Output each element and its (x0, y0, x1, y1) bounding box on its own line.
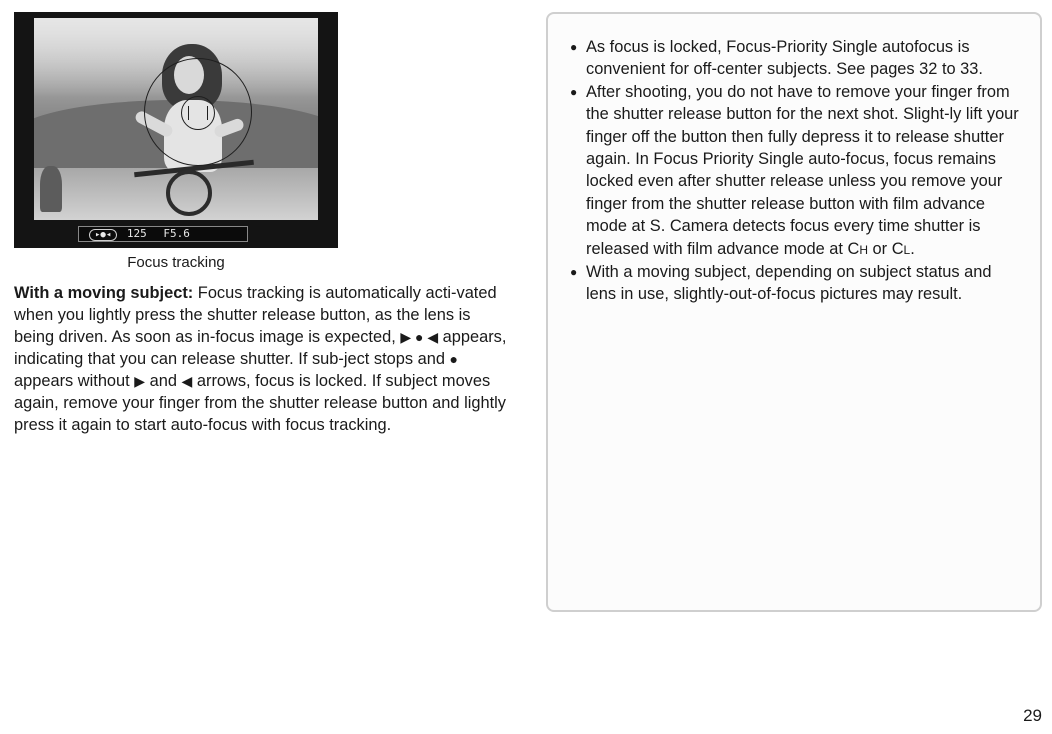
bicycle-wheel (166, 170, 212, 216)
mode-or: or (868, 239, 892, 258)
in-focus-indicator-icon: ▸●◂ (89, 229, 117, 241)
list-item (568, 261, 1024, 306)
mode-ch-letter: C (847, 239, 860, 258)
aperture-readout: F5.6 (163, 227, 190, 240)
notes-list (568, 36, 1024, 306)
bullet-icon: ● (570, 84, 578, 99)
bullet-icon: ● (570, 265, 578, 280)
focus-brackets (188, 106, 208, 120)
notes-box (546, 12, 1042, 612)
list-item (568, 81, 1024, 261)
in-focus-symbol-icon: ▶ ● ◀ (400, 329, 439, 345)
note-text-1: As focus is locked, Focus-Priority Single autofocus is convenient for off-center subjects. See pages 32 to 33. (586, 38, 983, 79)
viewfinder-scene (34, 18, 318, 220)
paragraph-text-2: appears, indicating that you can release shutter. If sub-ject stops and (14, 328, 507, 368)
focus-tracking-photo (14, 12, 338, 248)
focus-dot-icon: ● (449, 351, 458, 367)
moving-subject-paragraph (14, 282, 514, 436)
note-text-3: With a moving subject, depending on subject status and lens in use, slightly-out-of-focus pictures may result. (586, 263, 992, 304)
figure-caption: Focus tracking (127, 254, 225, 271)
background-cyclist (40, 166, 62, 212)
paragraph-text-5: arrows, focus is locked. If subject moves again, remove your finger from the shutter release button and lightly press it again to start auto-focus with focus tracking. (14, 372, 506, 434)
note-text-2: After shooting, you do not have to remove your finger from the shutter release button for the next shot. Slight-ly lift your finger off the button then fully depress it to release shutter again. In Focus Priority Single auto-focus, focus remains locked even after shutter release unless you remove your finger from the shutter release button with film advance mode at S. Camera detects focus every time shutter is released with film advance mode at (586, 82, 1019, 258)
mode-cl-letter: C (891, 239, 904, 258)
bullet-icon: ● (570, 40, 578, 54)
page-number: 29 (1023, 706, 1042, 725)
viewfinder-info-bar (78, 226, 248, 242)
paragraph-text-4: and (145, 372, 182, 390)
left-arrow-icon: ◀ (181, 373, 193, 389)
paragraph-lead: With a moving subject: (14, 284, 194, 302)
shutter-speed-readout: 125 (126, 227, 147, 240)
mode-ch-subscript: H (859, 242, 868, 257)
mode-cl-subscript: L (903, 242, 911, 257)
paragraph-text-3: appears without (14, 372, 135, 390)
list-item (568, 36, 1024, 81)
paragraph-text-1: Focus tracking is automatically acti-vated when you lightly press the shutter release button, as the lens is being driven. As soon as in-focus image is expected, (14, 284, 497, 346)
mode-end: . (910, 239, 915, 258)
right-arrow-icon: ▶ (134, 373, 146, 389)
